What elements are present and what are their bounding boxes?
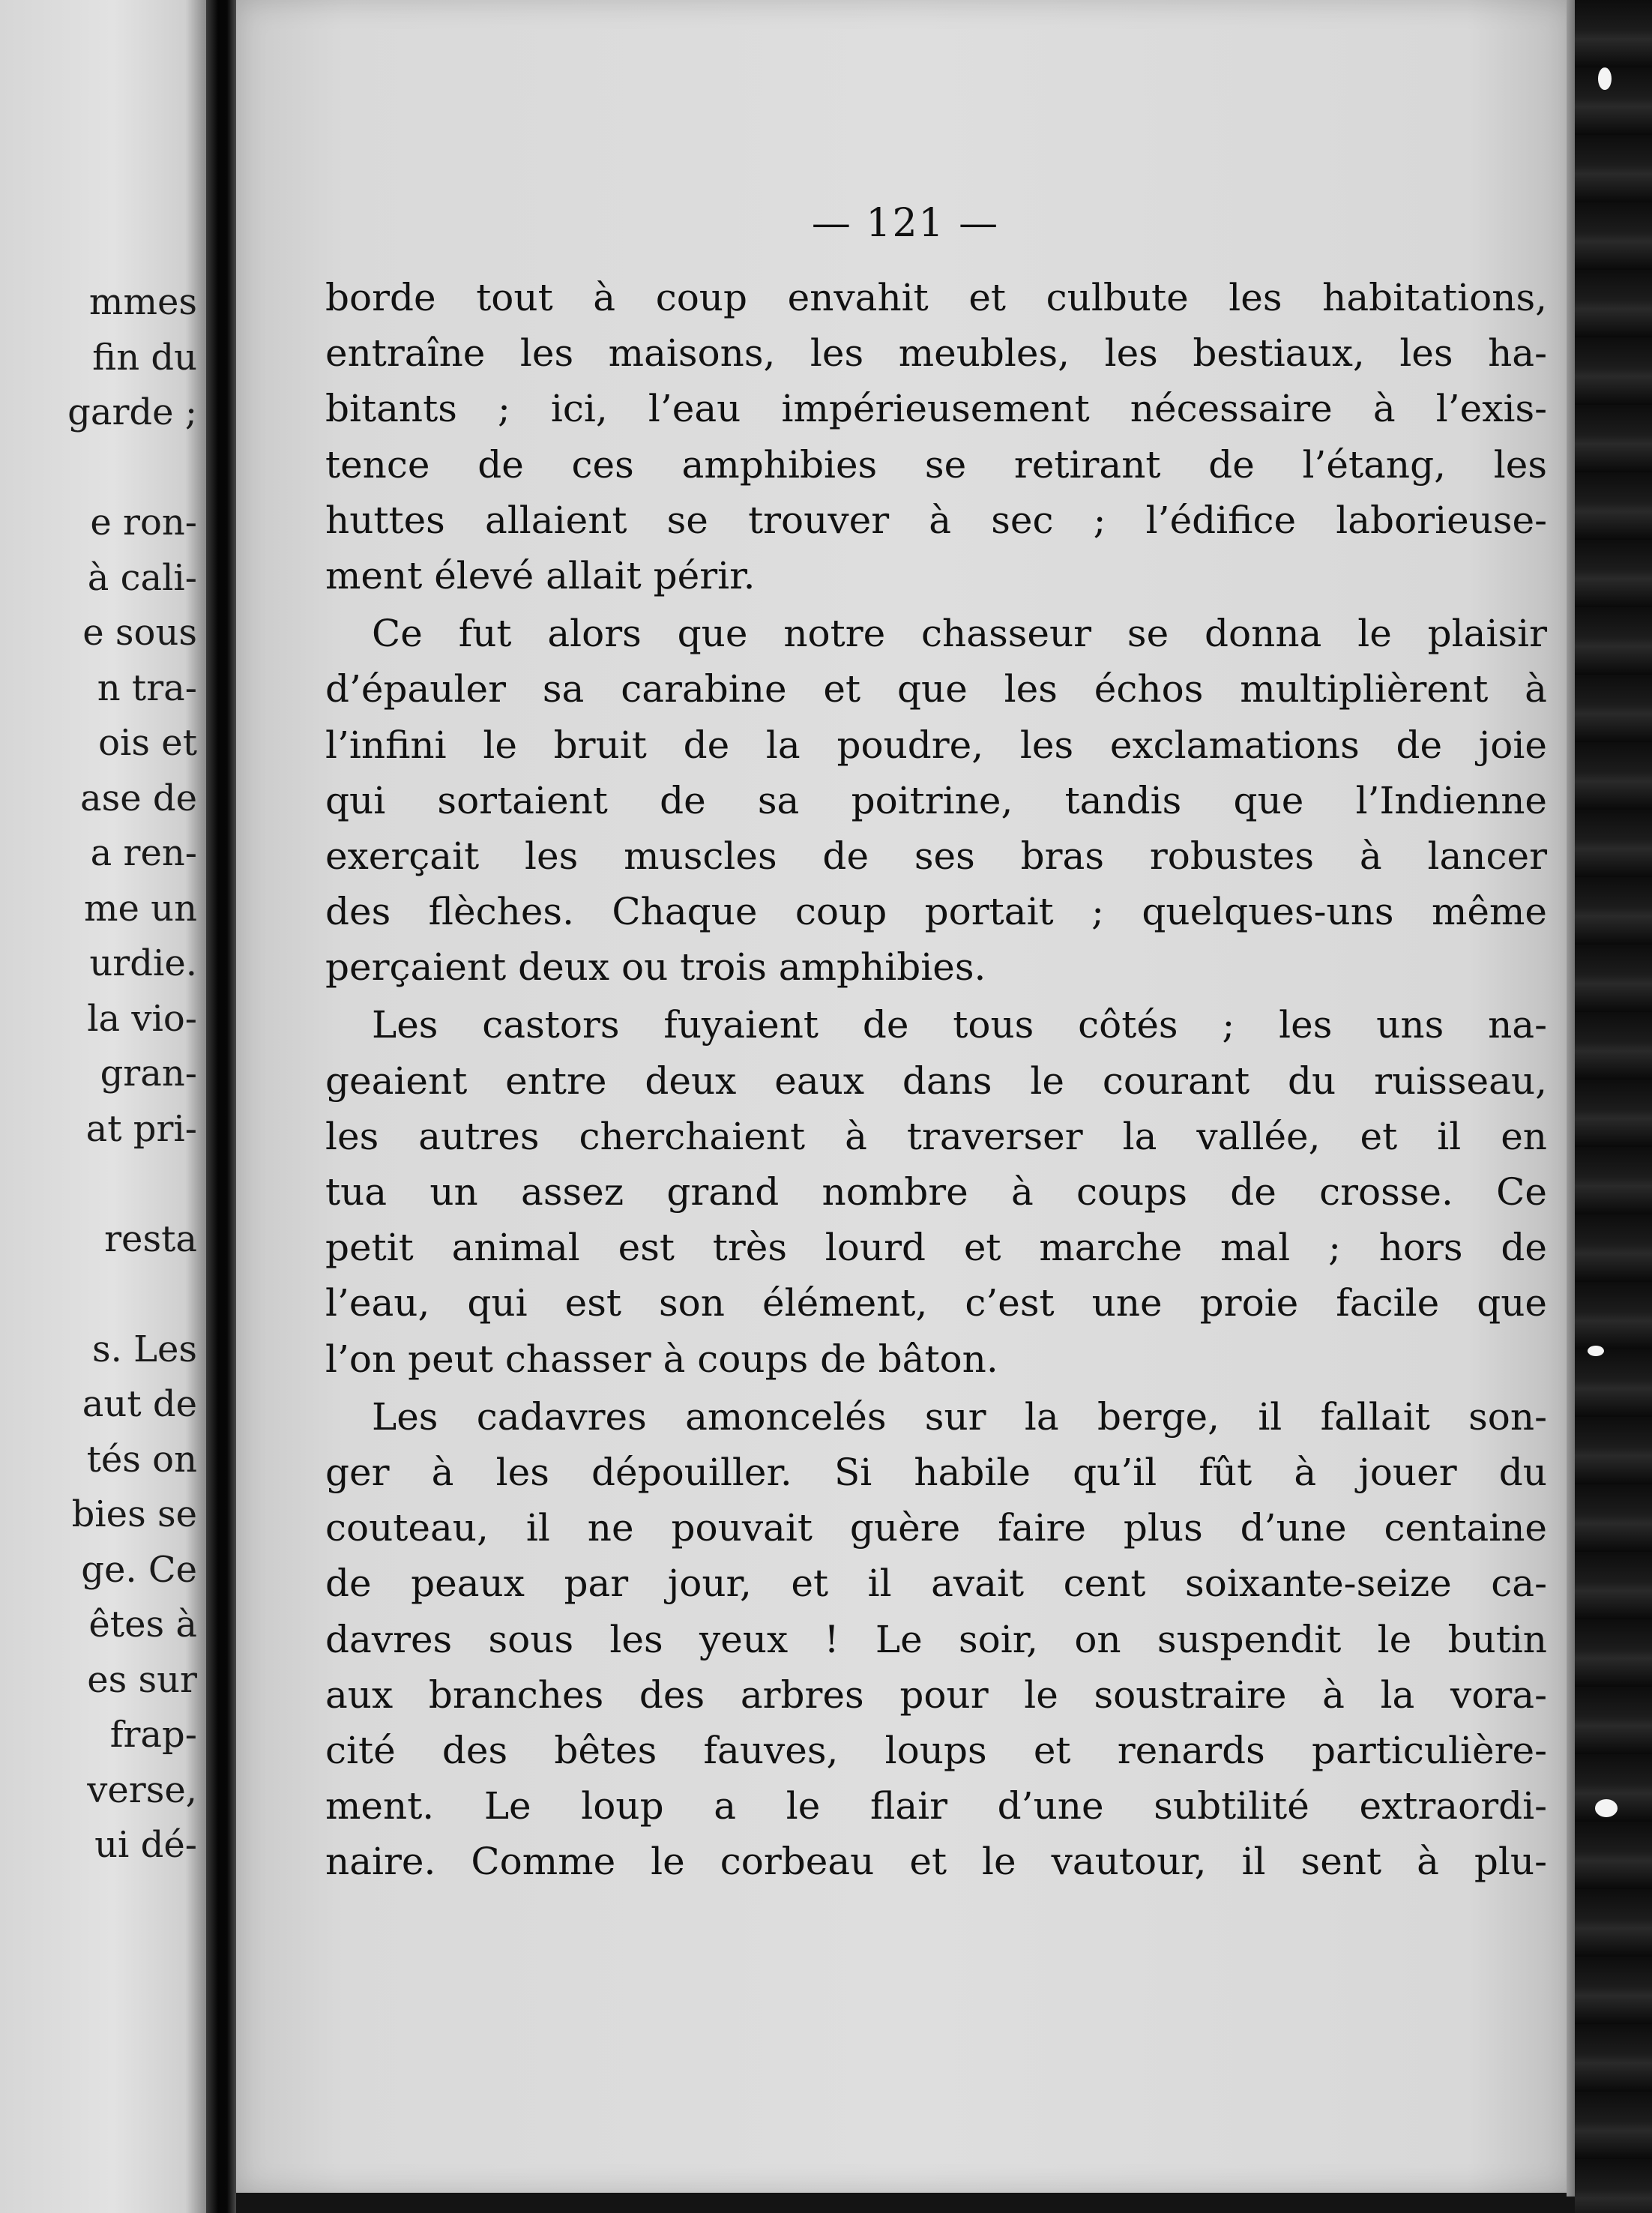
previous-page-line: ois et bbox=[98, 722, 197, 764]
previous-page-line: ase de bbox=[79, 777, 197, 819]
previous-page-line: verse, bbox=[87, 1768, 197, 1811]
text-line: ment élevé allait périr. bbox=[325, 553, 756, 597]
text-line: d’épauler sa carabine et que les échos multiplièrent à bbox=[325, 667, 1547, 711]
previous-page-line: fin du bbox=[92, 336, 197, 379]
scan-speck bbox=[1588, 1346, 1604, 1356]
text-line: borde tout à coup envahit et culbute les habitations, bbox=[325, 276, 1547, 319]
previous-page-line bbox=[67, 441, 197, 496]
previous-page-line: e ron- bbox=[90, 502, 197, 544]
previous-page-line: frap- bbox=[109, 1714, 197, 1756]
text-line: les autres cherchaient à traverser la vallée, et il en bbox=[325, 1114, 1547, 1158]
previous-page-line: à cali- bbox=[87, 556, 197, 599]
text-line: perçaient deux ou trois amphibies. bbox=[325, 945, 986, 990]
text-line: exerçait les muscles de ses bras robustes à lancer bbox=[325, 834, 1547, 878]
previous-page-line: at pri- bbox=[85, 1107, 197, 1150]
text-line: petit animal est très lourd et marche mal ; hors de bbox=[325, 1226, 1547, 1270]
previous-page-line: urdie. bbox=[89, 942, 197, 984]
text-line: l’on peut chasser à coups de bâton. bbox=[325, 1337, 998, 1381]
previous-page-line bbox=[67, 1267, 197, 1322]
previous-page-line: tés on bbox=[86, 1438, 197, 1481]
previous-page-fragment bbox=[0, 0, 206, 2213]
previous-page-line: ui dé- bbox=[94, 1824, 197, 1866]
previous-page-line: s. Les bbox=[91, 1328, 197, 1370]
text-line: tence de ces amphibies se retirant de l’étang, les bbox=[325, 442, 1547, 487]
previous-page-line: a ren- bbox=[90, 832, 197, 874]
text-line: cité des bêtes fauves, loups et renards particulière- bbox=[325, 1728, 1547, 1772]
text-line: de peaux par jour, et il avait cent soixante-seize ca- bbox=[325, 1562, 1547, 1606]
text-line: l’infini le bruit de la poudre, les exclamations de joie bbox=[325, 723, 1547, 767]
text-line: aux branches des arbres pour le soustraire à la vora- bbox=[325, 1672, 1547, 1717]
previous-page-line: bies se bbox=[71, 1493, 197, 1535]
previous-page-text bbox=[67, 275, 197, 1873]
text-line: naire. Comme le corbeau et le vautour, il sent à plu- bbox=[325, 1840, 1547, 1884]
previous-page-line: garde ; bbox=[67, 391, 197, 433]
book-edge-stack bbox=[1575, 0, 1652, 2213]
text-line: geaient entre deux eaux dans le courant du ruisseau, bbox=[325, 1059, 1547, 1103]
previous-page-line: n tra- bbox=[97, 666, 197, 709]
scan-speck bbox=[1598, 67, 1612, 90]
previous-page-line: e sous bbox=[82, 612, 197, 654]
text-line: Les cadavres amoncelés sur la berge, il fallait son- bbox=[372, 1394, 1547, 1439]
text-line: entraîne les maisons, les meubles, les bestiaux, les ha- bbox=[325, 331, 1547, 376]
previous-page-line: es sur bbox=[87, 1658, 197, 1701]
previous-page-line: la vio- bbox=[87, 997, 197, 1040]
text-line: tua un assez grand nombre à coups de crosse. Ce bbox=[325, 1170, 1547, 1214]
text-line: davres sous les yeux ! Le soir, on suspendit le butin bbox=[325, 1617, 1547, 1661]
text-line: ger à les dépouiller. Si habile qu’il fût à jouer du bbox=[325, 1450, 1547, 1494]
text-line: l’eau, qui est son élément, c’est une proie facile que bbox=[325, 1281, 1547, 1325]
text-line: huttes allaient se trouver à sec ; l’édifice laborieuse- bbox=[325, 498, 1547, 542]
text-line: ment. Le loup a le flair d’une subtilité extraordi- bbox=[325, 1784, 1547, 1828]
page-number: — 121 — bbox=[811, 201, 1000, 246]
previous-page-line: me un bbox=[83, 887, 197, 930]
previous-page-line: êtes à bbox=[88, 1604, 197, 1646]
page-121 bbox=[236, 0, 1575, 2193]
previous-page-line: mmes bbox=[88, 281, 197, 323]
previous-page-line: gran- bbox=[100, 1053, 197, 1095]
text-line: qui sortaient de sa poitrine, tandis que l’Indienne bbox=[325, 778, 1547, 822]
scan-speck bbox=[1595, 1799, 1618, 1817]
text-line: bitants ; ici, l’eau impérieusement nécessaire à l’exis- bbox=[325, 387, 1547, 431]
previous-page-line bbox=[67, 1157, 197, 1212]
text-line: Les castors fuyaient de tous côtés ; les uns na- bbox=[372, 1003, 1547, 1047]
previous-page-line: resta bbox=[104, 1217, 197, 1260]
book-gutter bbox=[206, 0, 236, 2213]
text-line: Ce fut alors que notre chasseur se donna le plaisir bbox=[372, 612, 1547, 656]
previous-page-line: ge. Ce bbox=[81, 1548, 197, 1591]
text-line: des flèches. Chaque coup portait ; quelques-uns même bbox=[325, 890, 1547, 934]
text-line: couteau, il ne pouvait guère faire plus d’une centaine bbox=[325, 1506, 1547, 1550]
page-body-text bbox=[325, 270, 1547, 1889]
previous-page-line: aut de bbox=[82, 1383, 197, 1425]
